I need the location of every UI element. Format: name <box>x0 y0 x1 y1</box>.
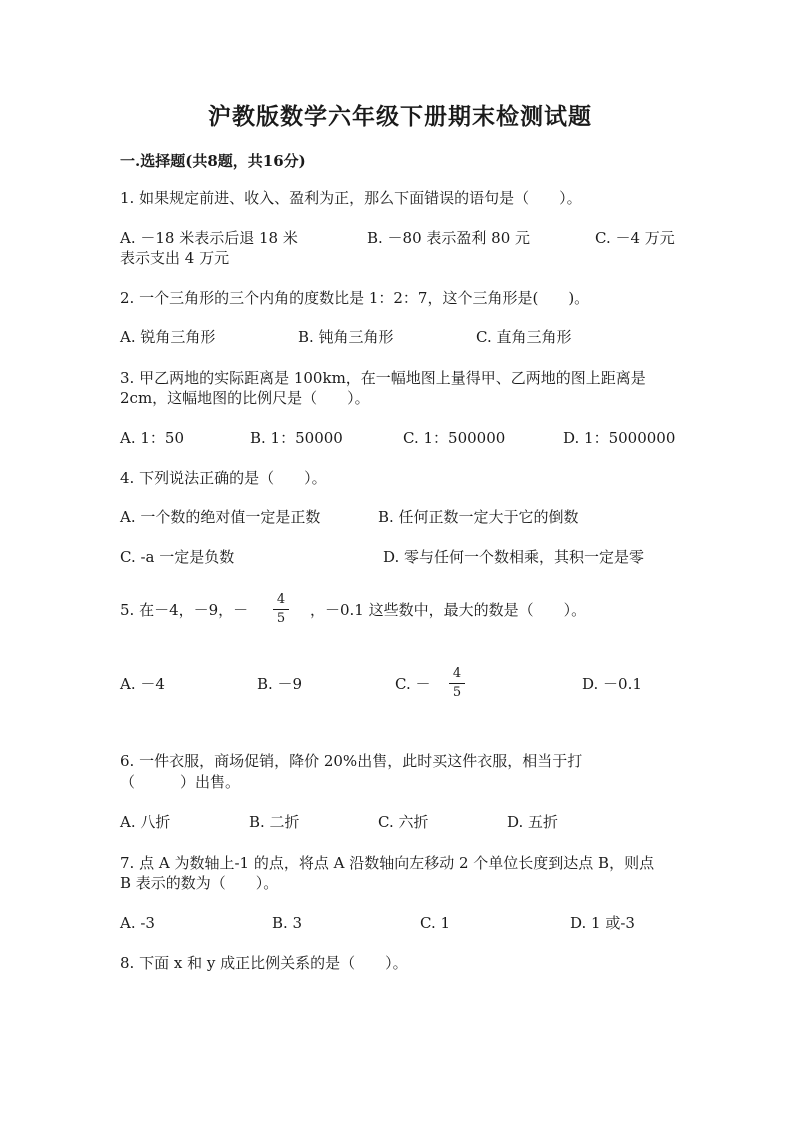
question-5-option-d: D. －0.1 <box>582 675 642 693</box>
fraction-bar <box>449 683 465 684</box>
question-3-option-a: A. 1：50 <box>120 429 184 447</box>
question-3-option-d: D. 1：5000000 <box>563 429 676 447</box>
question-5-option-c: C. － <box>395 675 431 693</box>
question-6-option-d: D. 五折 <box>507 813 559 831</box>
section-heading: 一.选择题(共8题，共16分) <box>120 152 306 170</box>
question-5-stem-fraction <box>273 593 289 626</box>
question-1-stem: 1. 如果规定前进、收入、盈利为正，那么下面错误的语句是（ ）。 <box>120 189 582 207</box>
fraction-bar <box>273 609 289 610</box>
question-7-stem-line-2: B 表示的数为（ ）。 <box>120 874 279 892</box>
question-5-stem-start: 5. 在－4，－9，－ <box>120 601 249 619</box>
question-4-option-d: D. 零与任何一个数相乘，其积一定是零 <box>383 548 645 566</box>
question-7-option-c: C. 1 <box>420 914 451 932</box>
question-5-option-c-fraction <box>449 667 465 700</box>
question-5-stem-end: ，－0.1 这些数中，最大的数是（ ）。 <box>310 601 587 619</box>
question-7-option-d: D. 1 或-3 <box>570 914 635 932</box>
question-6-option-b: B. 二折 <box>249 813 300 831</box>
question-4-option-c: C. -a 一定是负数 <box>120 548 235 566</box>
question-7-stem-line-1: 7. 点 A 为数轴上-1 的点，将点 A 沿数轴向左移动 2 个单位长度到达点 B，则点 <box>120 854 655 872</box>
question-3-option-b: B. 1：50000 <box>250 429 343 447</box>
question-1-option-a: A. －18 米表示后退 18 米 <box>120 229 298 247</box>
question-6-stem-line-2: （ ）出售。 <box>120 773 241 791</box>
question-2-option-a: A. 锐角三角形 <box>120 328 216 346</box>
fraction-numerator: 4 <box>276 592 286 607</box>
question-3-stem-line-2: 2cm，这幅地图的比例尺是（ ）。 <box>120 389 370 407</box>
fraction-denominator: 5 <box>452 685 462 700</box>
question-2-option-b: B. 钝角三角形 <box>298 328 394 346</box>
question-1-option-c: C. －4 万元 <box>595 229 675 247</box>
question-2-option-c: C. 直角三角形 <box>476 328 572 346</box>
question-4-option-a: A. 一个数的绝对值一定是正数 <box>120 508 321 526</box>
question-7-option-a: A. -3 <box>120 914 155 932</box>
question-6-option-a: A. 八折 <box>120 813 171 831</box>
question-6-option-c: C. 六折 <box>378 813 429 831</box>
question-1-option-b: B. －80 表示盈利 80 元 <box>367 229 531 247</box>
question-1-option-c-continued: 表示支出 4 万元 <box>120 249 230 267</box>
question-4-stem: 4. 下列说法正确的是（ ）。 <box>120 469 327 487</box>
question-8-stem: 8. 下面 x 和 y 成正比例关系的是（ ）。 <box>120 954 408 972</box>
question-2-stem: 2. 一个三角形的三个内角的度数比是 1：2：7，这个三角形是( )。 <box>120 289 590 307</box>
question-7-option-b: B. 3 <box>272 914 303 932</box>
fraction-denominator: 5 <box>276 611 286 626</box>
question-3-option-c: C. 1：500000 <box>403 429 506 447</box>
question-3-stem-line-1: 3. 甲乙两地的实际距离是 100km，在一幅地图上量得甲、乙两地的图上距离是 <box>120 369 646 387</box>
question-5-option-a: A. －4 <box>120 675 165 693</box>
question-6-stem-line-1: 6. 一件衣服，商场促销，降价 20%出售，此时买这件衣服，相当于打 <box>120 752 583 770</box>
question-5-option-b: B. －9 <box>257 675 303 693</box>
question-4-option-b: B. 任何正数一定大于它的倒数 <box>378 508 579 526</box>
fraction-numerator: 4 <box>452 666 462 681</box>
page-title: 沪教版数学六年级下册期末检测试题 <box>208 103 592 130</box>
